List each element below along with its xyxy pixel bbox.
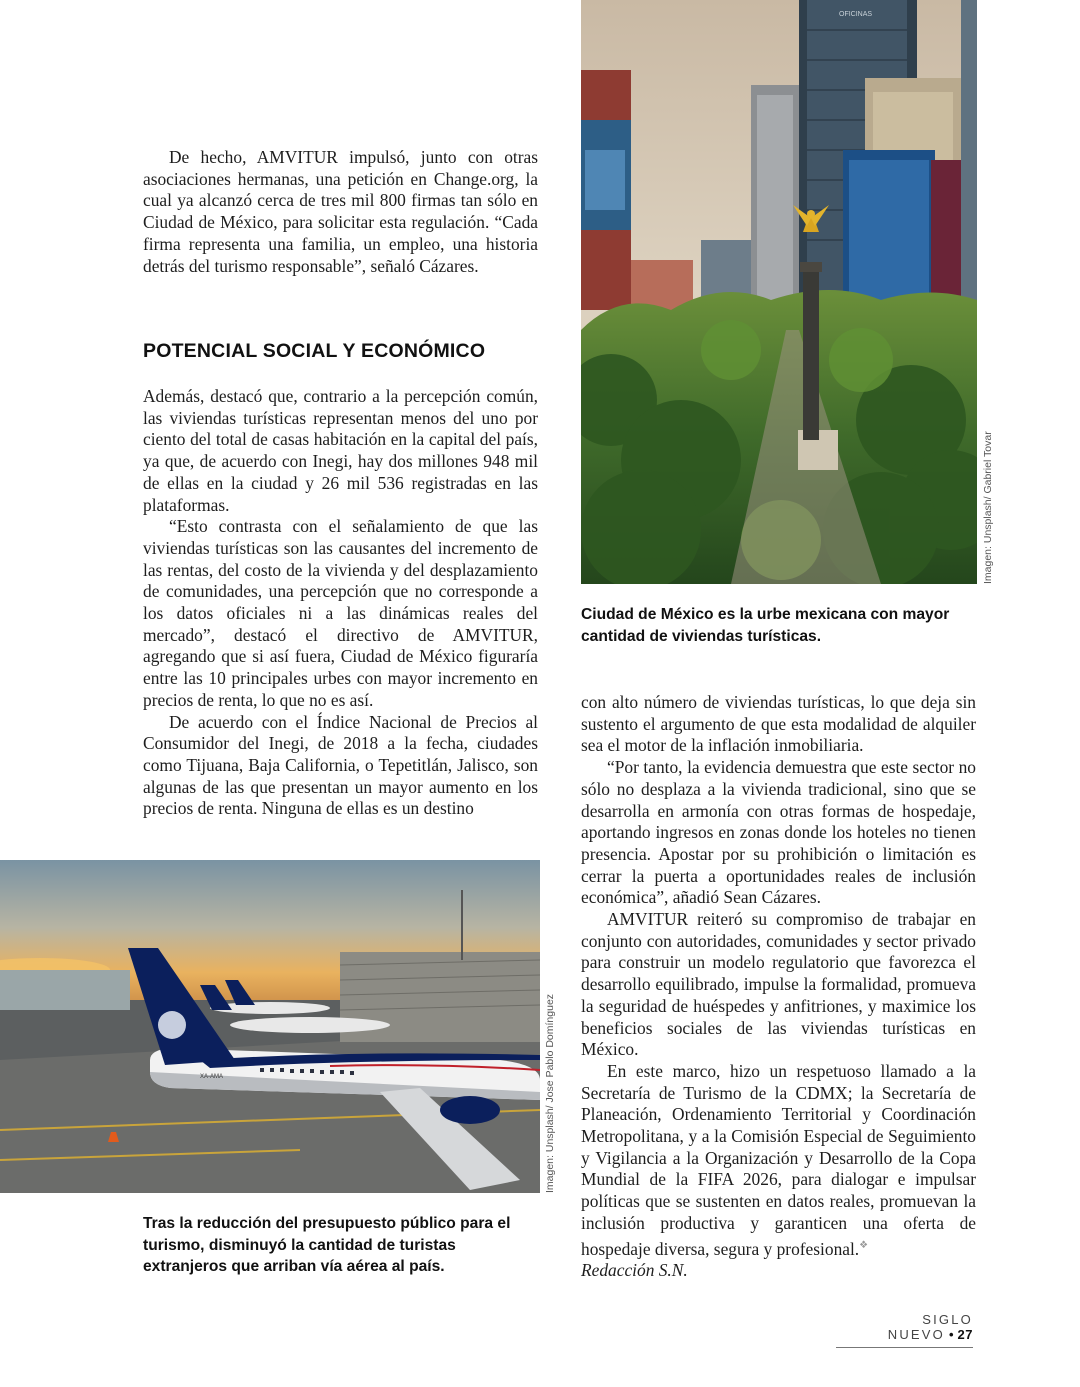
airport-photo-caption: Tras la reducción del presupuesto público para el turismo, disminuyó la cantidad de turistas extranjeros que arriban vía aérea al país.	[143, 1215, 511, 1275]
body-paragraph: Además, destacó que, contrario a la percepción común, las viviendas turísticas representan menos del uno por ciento del total de casas habitación en la capital del país, ya que, de acuerdo con Inegi, hay dos millones 948 mil de ellas en la ciudad y 26 mil 536 registradas en las plataformas.	[143, 386, 538, 515]
building-sign: OFICINAS	[839, 11, 873, 18]
city-photo-caption: Ciudad de México es la urbe mexicana con mayor cantidad de viviendas turísticas.	[581, 606, 950, 645]
left-body-column	[143, 386, 538, 820]
airport-photo	[0, 860, 540, 1193]
body-paragraph: AMVITUR reiteró su compromiso de trabajar en conjunto con autoridades, comunidades y sector privado para construir un modelo regulatorio que favorezca el desarrollo equilibrado, impulse la formalidad, promueva la seguridad de huéspedes y anfitriones, y maximice los beneficios sociales de las viviendas turísticas en México.	[581, 909, 976, 1060]
body-paragraph: “Esto contrasta con el señalamiento de que las viviendas turísticas son las causantes del incremento de las rentas, del costo de la vivienda y del desplazamiento de comunidades, una percepción que no corresponde a los datos oficiales ni a las dinámicas reales del mercado”, destacó el directivo de AMVITUR, agregando que si así fuera, Ciudad de México figuraría entre las 10 principales urbes con mayor incremento en precios de renta, lo que no es así.	[143, 516, 538, 710]
body-paragraph-last	[581, 1061, 976, 1260]
page-number: 27	[957, 1327, 973, 1342]
last-paragraph-text: En este marco, hizo un respetuoso llamado a la Secretaría de Turismo de la CDMX; la Secretaría de Planeación, Ordenamiento Territorial y Coordinación Metropolitana, y a la Comisión Especial de Seguimiento y Vigilancia a la Organización y Desarrollo de la Copa Mundial de la FIFA 2026, para dialogar e impulsar políticas que se sustenten en datos reales, promuevan la inclusión productiva y garanticen una oferta de hospedaje diversa, segura y profesional.	[581, 1060, 976, 1259]
airport-photo-credit: Imagen: Unsplash/ Jose Pablo Domínguez	[544, 993, 556, 1193]
city-photo	[581, 0, 977, 584]
section-heading: POTENCIAL SOCIAL Y ECONÓMICO	[143, 340, 486, 362]
author-signature: Redacción S.N.	[581, 1260, 688, 1281]
body-paragraph: “Por tanto, la evidencia demuestra que este sector no sólo no desplaza a la vivienda tradicional, sino que se desarrolla en armonía con otras formas de hospedaje, aportando ingresos en zonas donde los hoteles no tienen presencia. Apostar por su prohibición o limitación es cerrar la puerta a oportunidades reales de inclusión económica”, añadió Sean Cázares.	[581, 757, 976, 908]
city-photo-credit: Imagen: Unsplash/ Gabriel Tovar	[982, 431, 994, 584]
end-mark: ❖	[859, 1239, 869, 1251]
magazine-name: SIGLO NUEVO	[887, 1312, 973, 1342]
intro-paragraph: De hecho, AMVITUR impulsó, junto con otras asociaciones hermanas, una petición en Change.org, la cual ya alcanzó cerca de tres mil 800 firmas tan sólo en Ciudad de México, para solicitar esta regulación. “Cada firma representa una familia, un empleo, una historia detrás del turismo responsable”, señaló Cázares.	[143, 147, 538, 276]
intro-column	[143, 147, 538, 277]
body-paragraph: con alto número de viviendas turísticas, lo que deja sin sustento el argumento de que esta modalidad de alquiler sea el motor de la inflación inmobiliaria.	[581, 692, 976, 756]
footer-separator: •	[948, 1327, 954, 1342]
plane-registration: XA-AMA	[200, 1074, 224, 1080]
page-footer	[836, 1312, 973, 1348]
right-body-column	[581, 692, 976, 1282]
body-paragraph: De acuerdo con el Índice Nacional de Precios al Consumidor del Inegi, de 2018 a la fecha, ciudades como Tijuana, Baja California, o Tepetitlán, Jalisco, son algunas de las que presentan un mayor aumento en los precios de renta. Ninguna de ellas es un destino	[143, 711, 538, 819]
